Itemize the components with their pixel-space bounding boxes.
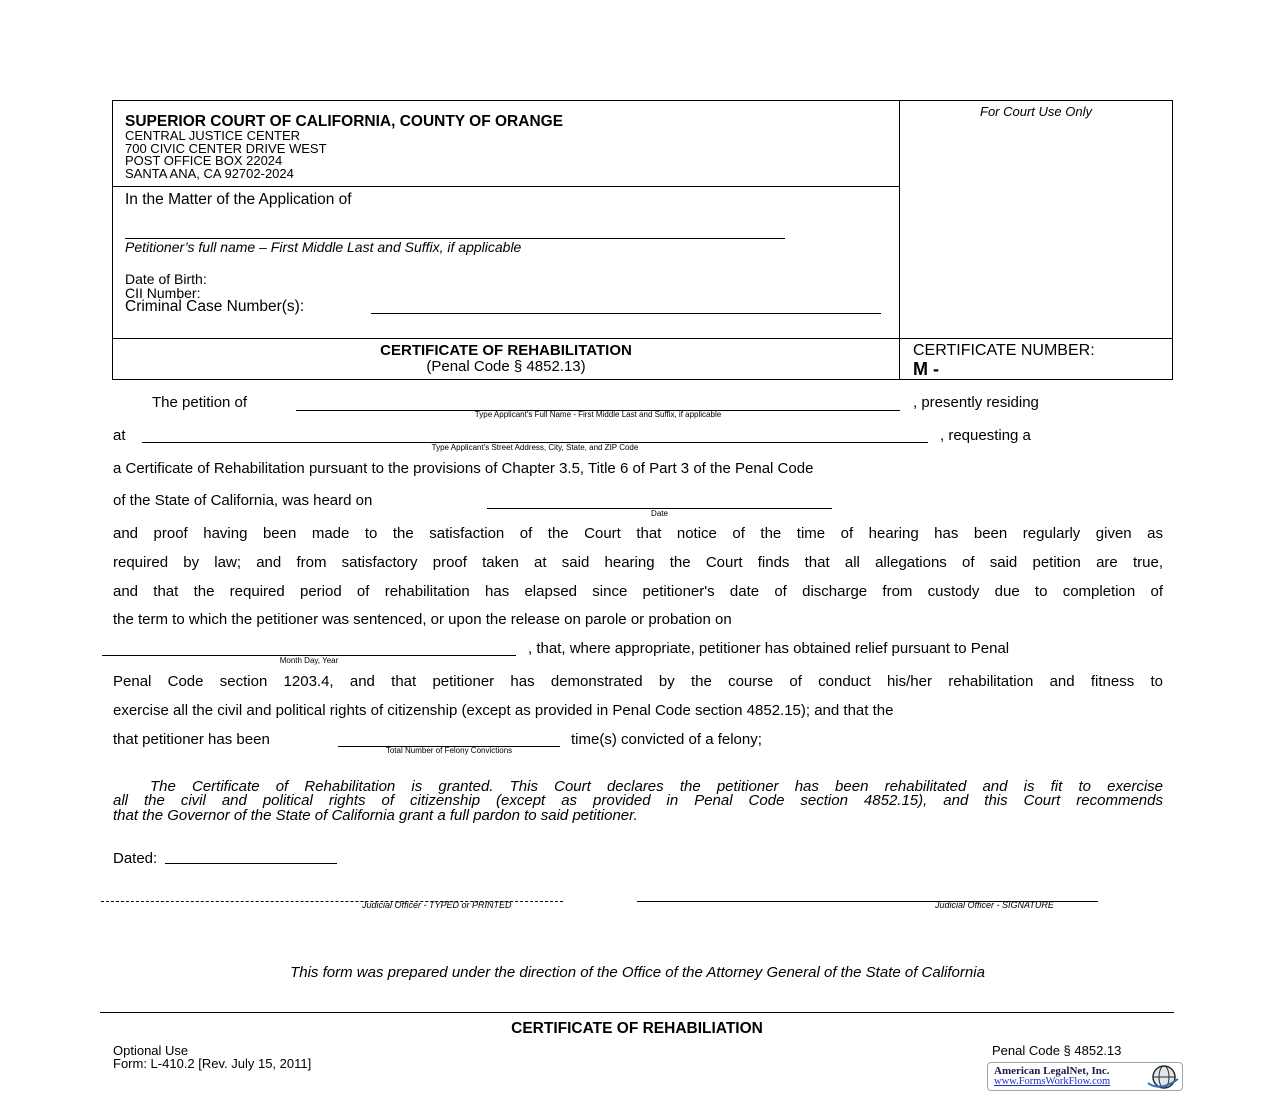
pursuant-line: a Certificate of Rehabilitation pursuant to the provisions of Chapter 3.5, Title 6 of Part 3 of the Penal Code xyxy=(113,460,814,477)
certificate-title: CERTIFICATE OF REHABILITATION xyxy=(380,342,632,359)
dob-label: Date of Birth: xyxy=(125,271,207,287)
petition-of-label: The petition of xyxy=(152,394,248,411)
section-1203-line: Penal Code section 1203.4, and that petitioner has demonstrated by the course of conduct his/her rehabilitation and fitness to xyxy=(113,673,1163,690)
applicant-address-caption: Type Applicant's Street Address, City, State, and ZIP Code xyxy=(431,443,639,452)
granted-line-1: The Certificate of Rehabilitation is granted. This Court declares the petitioner has been rehabilitated and is fit to exercise xyxy=(150,778,1163,795)
heard-on-text: of the State of California, was heard on xyxy=(113,492,373,509)
court-address-line-4: SANTA ANA, CA 92702-2024 xyxy=(125,166,294,181)
dated-line[interactable] xyxy=(165,863,337,864)
granted-line-3: that the Governor of the State of California grant a full pardon to said petitioner. xyxy=(113,807,638,824)
times-convicted-text: time(s) convicted of a felony; xyxy=(571,731,762,748)
prepared-note: This form was prepared under the direction of the Office of the Attorney General of the State of California xyxy=(290,964,985,981)
court-address-line-2: 700 CIVIC CENTER DRIVE WEST xyxy=(125,141,327,156)
petitioner-name-caption: Petitioner’s full name – First Middle Last and Suffix, if applicable xyxy=(125,239,522,255)
caption-divider-court xyxy=(112,186,900,187)
hearing-date-caption: Date xyxy=(651,509,668,518)
caption-divider-title xyxy=(112,338,1173,339)
paragraph-line-1: and proof having been made to the satisfaction of the Court that notice of the time of hearing has been regularly given as xyxy=(113,525,1163,542)
dated-label: Dated: xyxy=(113,850,158,867)
certificate-number-label: CERTIFICATE NUMBER: xyxy=(913,342,1095,359)
certificate-subtitle: (Penal Code § 4852.13) xyxy=(426,358,586,375)
release-date-caption: Month Day, Year xyxy=(279,656,339,665)
court-name: SUPERIOR COURT OF CALIFORNIA, COUNTY OF ORANGE xyxy=(125,113,564,130)
certificate-number-prefix[interactable]: M - xyxy=(913,359,939,379)
form-number: Form: L-410.2 [Rev. July 15, 2011] xyxy=(113,1056,312,1071)
paragraph-line-3: and that the required period of rehabilitation has elapsed since petitioner's date of discharge from custody due to completion of xyxy=(113,583,1163,600)
presently-residing-text: , presently residing xyxy=(913,394,1039,411)
logo-url: www.FormsWorkFlow.com xyxy=(994,1076,1111,1087)
requesting-text: , requesting a xyxy=(940,427,1031,444)
paragraph-line-2: required by law; and from satisfactory proof taken at said hearing the Court finds that all allegations of said petition are true, xyxy=(113,554,1163,571)
exercise-rights-line: exercise all the civil and political rights of citizenship (except as provided in Penal Code section 4852.15); and that the xyxy=(113,702,894,719)
matter-label: In the Matter of the Application of xyxy=(125,191,352,208)
court-address-line-3: POST OFFICE BOX 22024 xyxy=(125,153,283,168)
court-address-line-1: CENTRAL JUSTICE CENTER xyxy=(125,128,301,143)
relief-text: , that, where appropriate, petitioner has obtained relief pursuant to Penal xyxy=(528,640,1010,657)
footer-penal-code: Penal Code § 4852.13 xyxy=(992,1043,1122,1058)
case-number-line[interactable] xyxy=(371,313,881,314)
logo-company-name: American LegalNet, Inc. xyxy=(994,1065,1110,1077)
globe-icon xyxy=(1146,1064,1180,1090)
court-use-label: For Court Use Only xyxy=(980,104,1092,119)
felony-count-caption: Total Number of Felony Convictions xyxy=(385,746,513,755)
term-sentenced-line: the term to which the petitioner was sentenced, or upon the release on parole or probation on xyxy=(113,611,732,628)
petitioner-has-been-text: that petitioner has been xyxy=(113,731,270,748)
granted-line-2: all the civil and political rights of citizenship (except as provided in Penal Code section 4852.15), and this Court recommends xyxy=(113,792,1163,809)
judicial-typed-caption: Judicial Officer - TYPED or PRINTED xyxy=(362,900,512,910)
optional-use: Optional Use xyxy=(113,1043,189,1058)
at-label: at xyxy=(113,427,126,444)
applicant-name-caption: Type Applicant's Full Name - First Middle Last and Suffix, if applicable xyxy=(474,410,722,419)
cii-label: CII Number: xyxy=(125,285,201,301)
footer-rule xyxy=(100,1012,1174,1013)
legalnet-logo[interactable] xyxy=(987,1062,1183,1091)
case-number-label: Criminal Case Number(s): xyxy=(125,298,305,315)
judicial-signature-caption: Judicial Officer - SIGNATURE xyxy=(935,900,1054,910)
footer-title: CERTIFICATE OF REHABILIATION xyxy=(511,1020,763,1037)
